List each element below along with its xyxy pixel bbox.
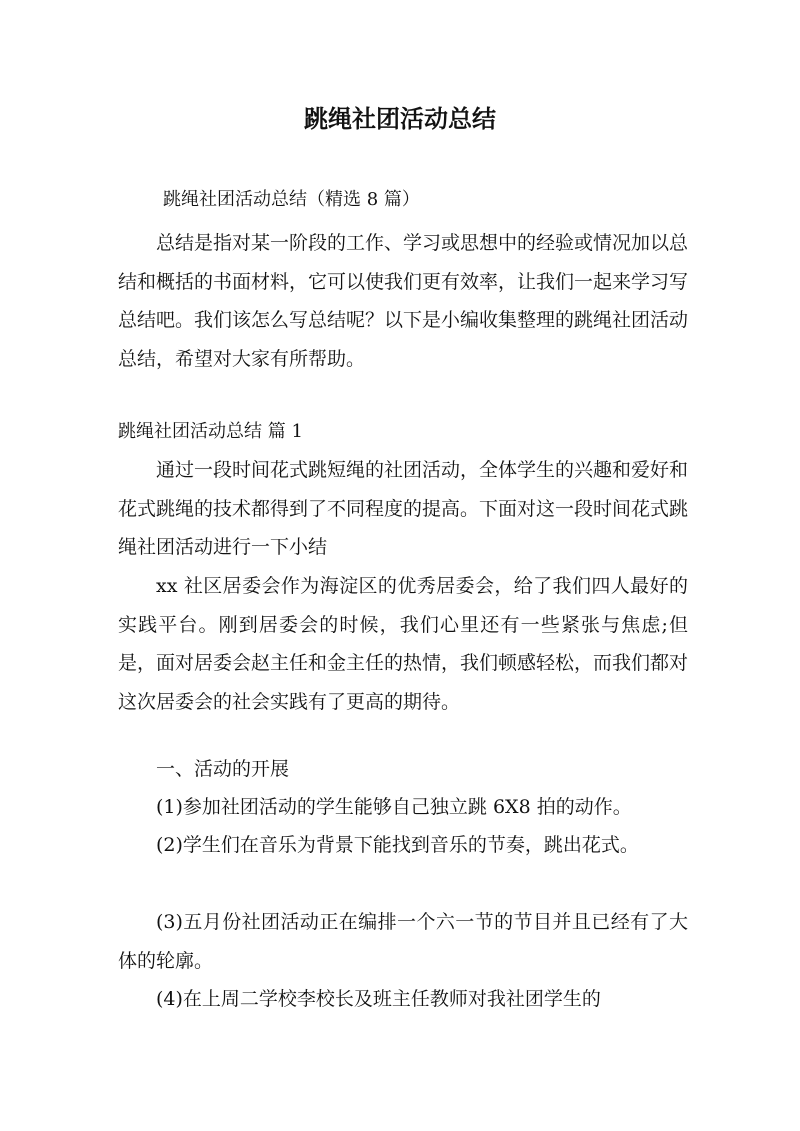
document-title: 跳绳社团活动总结 <box>304 105 496 133</box>
document-subtitle: 跳绳社团活动总结（精选 8 篇） <box>163 189 420 210</box>
intro-paragraph: 总结是指对某一阶段的工作、学习或思想中的经验或情况加以总结和概括的书面材料，它可以使我们更有效率，让我们一起来学习写总结吧。我们该怎么写总结呢？以下是小编收集整理的跳绳社团活动总结，希望对大家有所帮助。 <box>118 232 689 370</box>
list-item: (1)参加社团活动的学生能够自己独立跳 6X8 拍的动作。 <box>156 796 632 818</box>
body-paragraph: xx 社区居委会作为海淀区的优秀居委会，给了我们四人最好的实践平台。刚到居委会的时候，我们心里还有一些紧张与焦虑;但是，面对居委会赵主任和金主任的热情，我们顿感轻松，而我们都对这次居委会的社会实践有了更高的期待。 <box>118 575 689 713</box>
body-paragraph: 通过一段时间花式跳短绳的社团活动，全体学生的兴趣和爱好和花式跳绳的技术都得到了不同程度的提高。下面对这一段时间花式跳绳社团活动进行一下小结 <box>118 459 689 558</box>
list-item: (3)五月份社团活动正在编排一个六一节的节目并且已经有了大体的轮廓。 <box>118 911 688 972</box>
list-item: (2)学生们在音乐为背景下能找到音乐的节奏，跳出花式。 <box>156 834 639 856</box>
section-heading: 跳绳社团活动总结 篇 1 <box>118 421 303 442</box>
subheading: 一、活动的开展 <box>156 758 290 780</box>
list-item: (4)在上周二学校李校长及班主任教师对我社团学生的 <box>156 988 601 1010</box>
